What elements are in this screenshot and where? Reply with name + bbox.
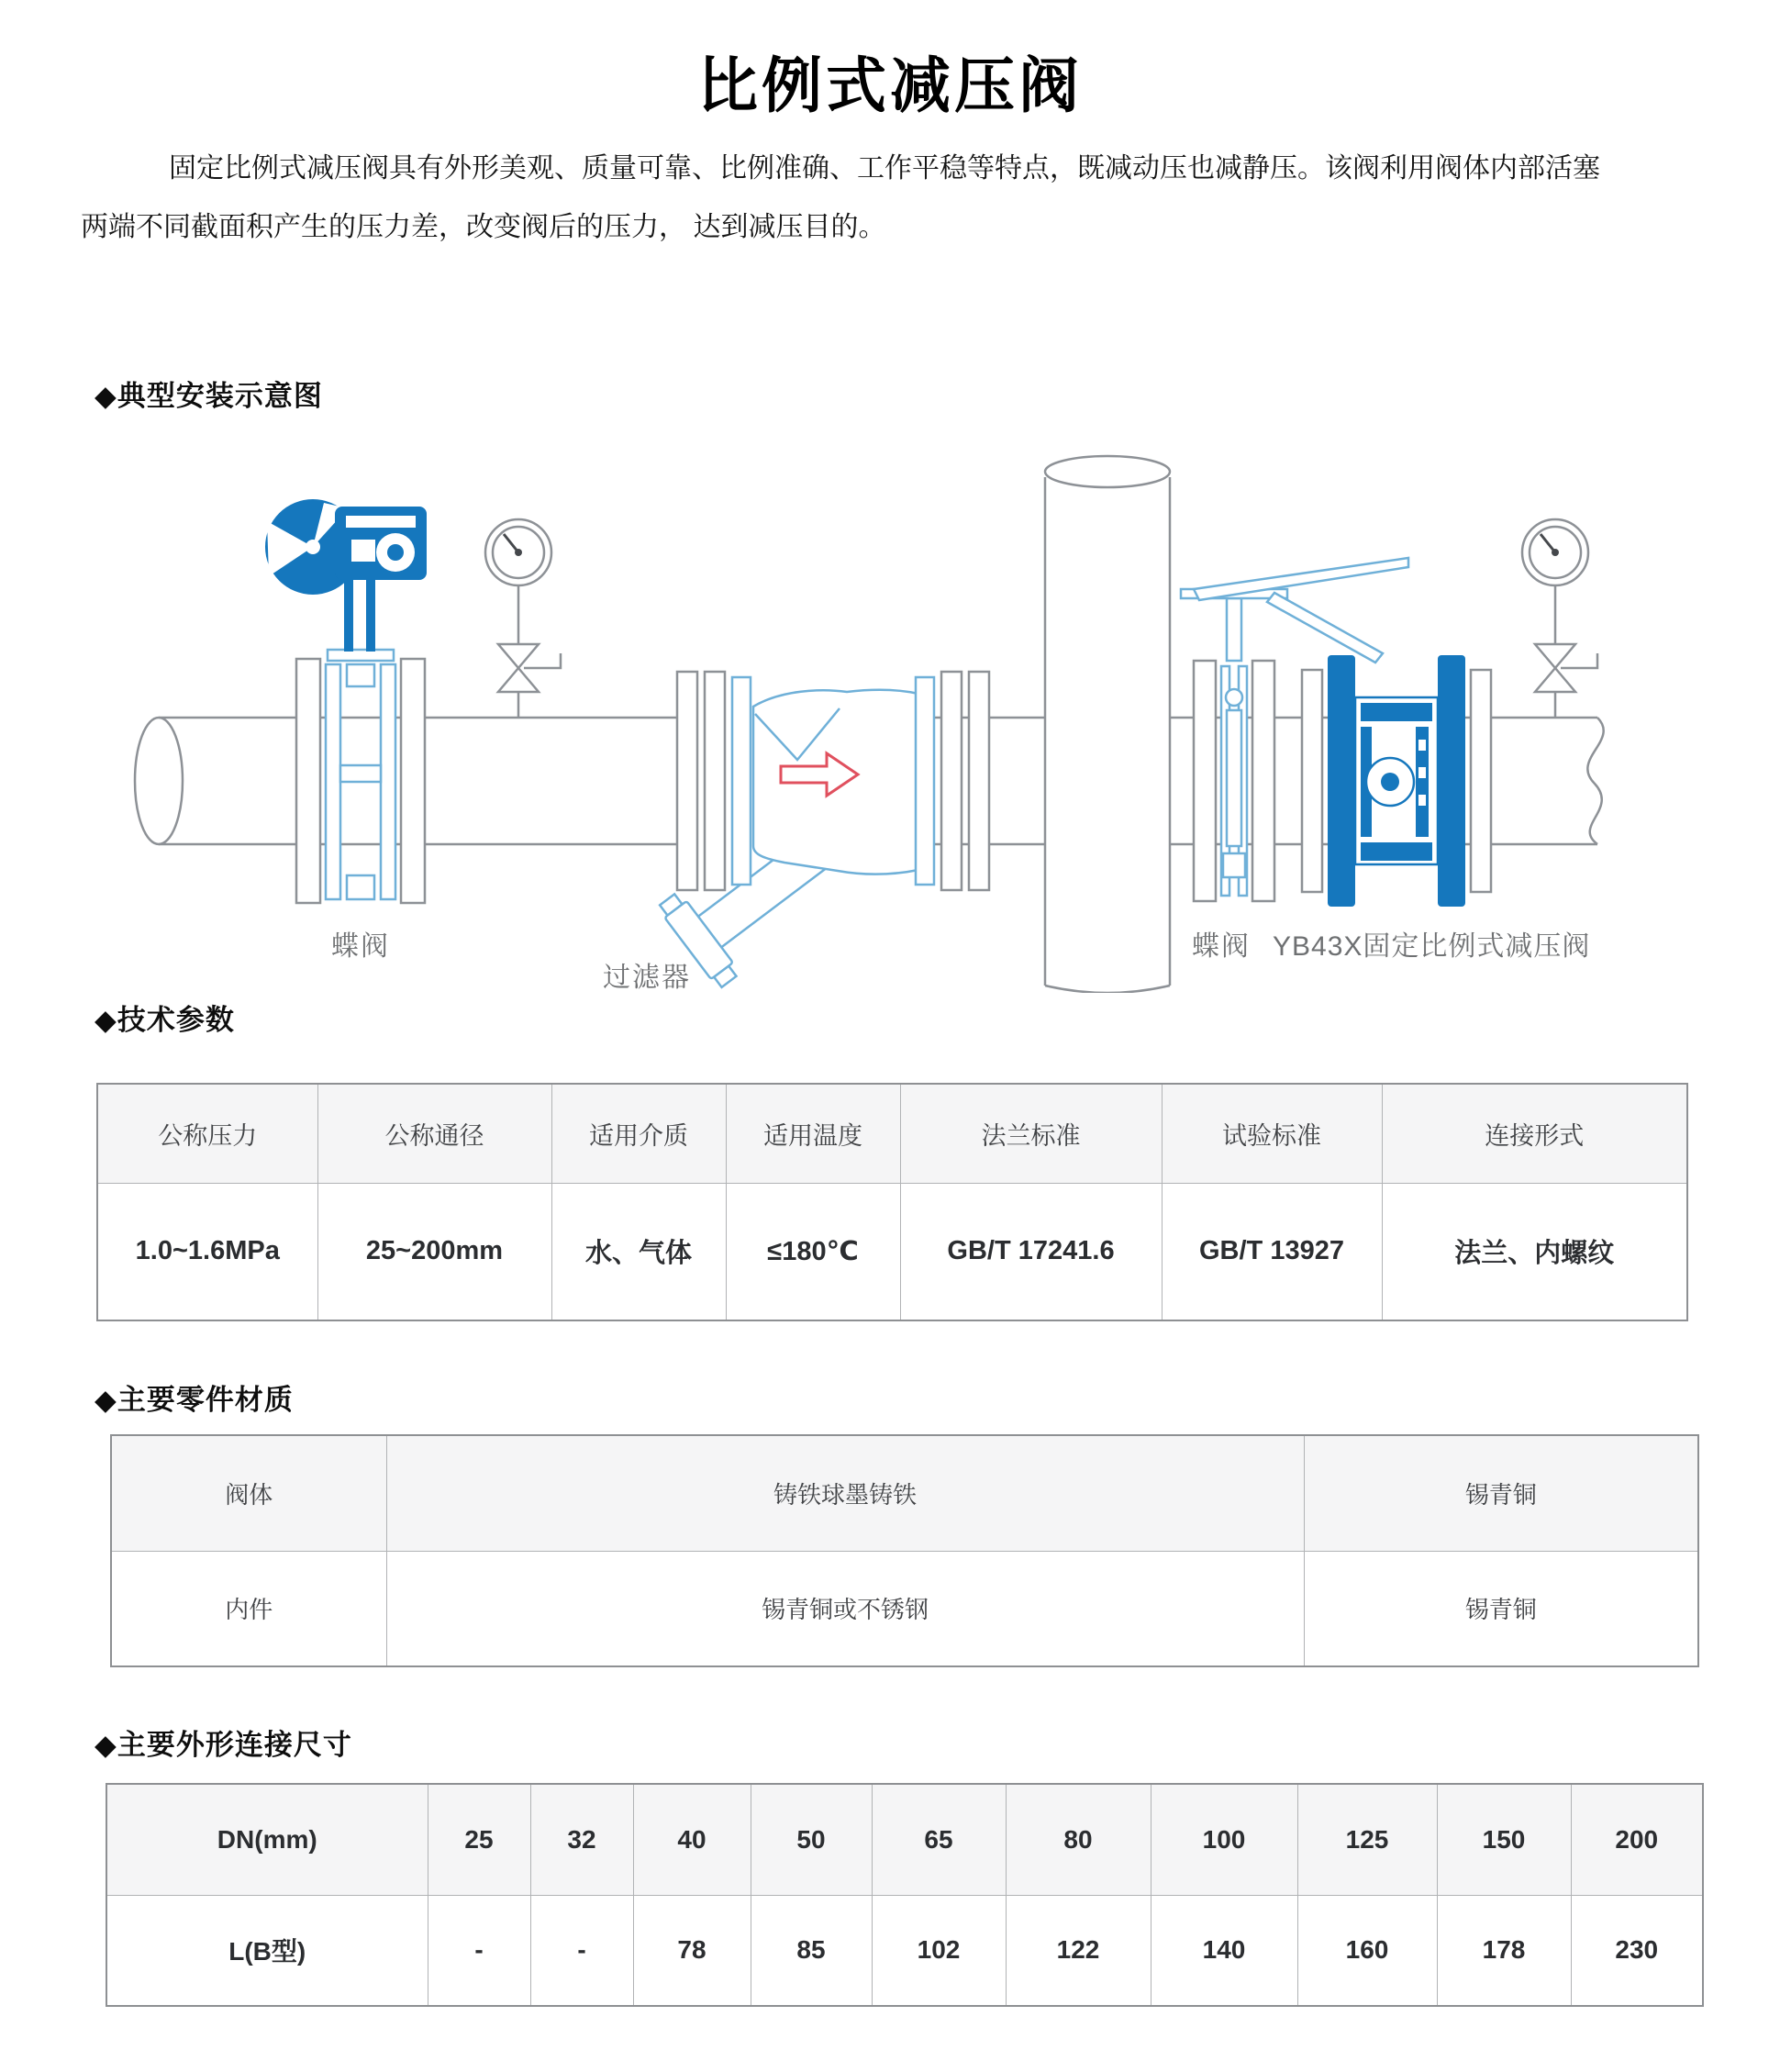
params-header-cell: 适用介质 [551,1084,726,1183]
dims-l-cell: - [530,1895,633,2006]
dimensions-table [106,1783,1704,2007]
flange-icon [941,672,989,890]
params-value-cell: 水、气体 [551,1183,726,1320]
flange-icon [677,672,725,890]
pressure-gauge-assembly-right [1522,519,1597,718]
params-value-cell: GB/T 13927 [1162,1183,1382,1320]
dims-l-cell: 85 [751,1895,872,2006]
section-heading-dimensions: ◆主要外形连接尺寸 [95,1729,352,1761]
gear-actuator-icon [265,499,427,661]
pressure-gauge-assembly-left [485,519,561,718]
dims-dn-cell: 80 [1006,1784,1151,1895]
header-tank [1045,456,1170,993]
dims-l-cell: 122 [1006,1895,1151,2006]
params-header-cell: 适用温度 [726,1084,900,1183]
section-heading-install: ◆典型安装示意图 [95,380,323,412]
params-header-row [97,1084,1687,1183]
dims-l-cell: 160 [1297,1895,1437,2006]
dims-dn-cell: 200 [1571,1784,1703,1895]
materials-extra-cell: 锡青铜 [1304,1435,1698,1551]
params-header-cell: 公称通径 [317,1084,551,1183]
dims-dn-cell: 32 [530,1784,633,1895]
dims-dn-cell: 65 [872,1784,1006,1895]
params-header-cell: 公称压力 [97,1084,317,1183]
params-header-cell: 法兰标准 [900,1084,1162,1183]
lever-handle-icon [1181,558,1408,663]
dims-l-cell: 178 [1437,1895,1571,2006]
dims-dn-cell: 150 [1437,1784,1571,1895]
section-heading-materials: ◆主要零件材质 [95,1384,294,1416]
materials-material-cell: 锡青铜或不锈钢 [386,1551,1304,1666]
dims-l-cell: 102 [872,1895,1006,2006]
materials-part-cell: 阀体 [111,1435,386,1551]
butterfly-valve-icon [265,499,427,903]
materials-row [111,1435,1698,1551]
label-butterfly-valve-left: 蝶阀 [331,931,390,962]
dims-row-label: L(B型) [106,1895,428,2006]
materials-row [111,1551,1698,1666]
y-strainer-icon [657,677,934,989]
dims-dn-cell: 40 [633,1784,751,1895]
dims-l-cell: 140 [1151,1895,1297,2006]
dims-dn-cell: 100 [1151,1784,1297,1895]
params-value-row [97,1183,1687,1320]
params-value-cell: 1.0~1.6MPa [97,1183,317,1320]
params-value-cell: ≤180℃ [726,1183,900,1320]
dims-dn-cell: 50 [751,1784,872,1895]
dims-dn-cell: 25 [428,1784,530,1895]
installation-diagram [87,424,1674,993]
dims-row-label: DN(mm) [106,1784,428,1895]
params-value-cell: GB/T 17241.6 [900,1183,1162,1320]
params-header-cell: 连接形式 [1382,1084,1687,1183]
params-header-cell: 试验标准 [1162,1084,1382,1183]
label-butterfly-valve-right: 蝶阀 [1192,931,1251,962]
materials-extra-cell: 锡青铜 [1304,1551,1698,1666]
intro-paragraph [81,139,1725,257]
materials-material-cell: 铸铁球墨铸铁 [386,1435,1304,1551]
intro-line-1: 固定比例式减压阀具有外形美观、质量可靠、比例准确、工作平稳等特点，既减动压也减静压。该阀利用阀体内部活塞 [169,153,1600,184]
intro-line-2: 两端不同截面积产生的压力差，改变阀后的压力， 达到减压目的。 [81,212,886,242]
materials-part-cell: 内件 [111,1551,386,1666]
dims-l-cell: - [428,1895,530,2006]
technical-parameters-table [96,1083,1688,1321]
dims-value-row [106,1895,1703,2006]
params-value-cell: 法兰、内螺纹 [1382,1183,1687,1320]
dims-header-row [106,1784,1703,1895]
dims-l-cell: 230 [1571,1895,1703,2006]
pressure-reducing-valve-icon [1302,655,1491,907]
params-value-cell: 25~200mm [317,1183,551,1320]
dims-dn-cell: 125 [1297,1784,1437,1895]
label-pressure-reducing-valve: YB43X固定比例式减压阀 [1273,931,1591,962]
label-strainer: 过滤器 [603,963,691,993]
dims-l-cell: 78 [633,1895,751,2006]
materials-table [110,1434,1699,1667]
installation-diagram-svg [87,424,1674,993]
page-title: 比例式减压阀 [697,53,1083,120]
section-heading-params: ◆技术参数 [95,1004,235,1036]
